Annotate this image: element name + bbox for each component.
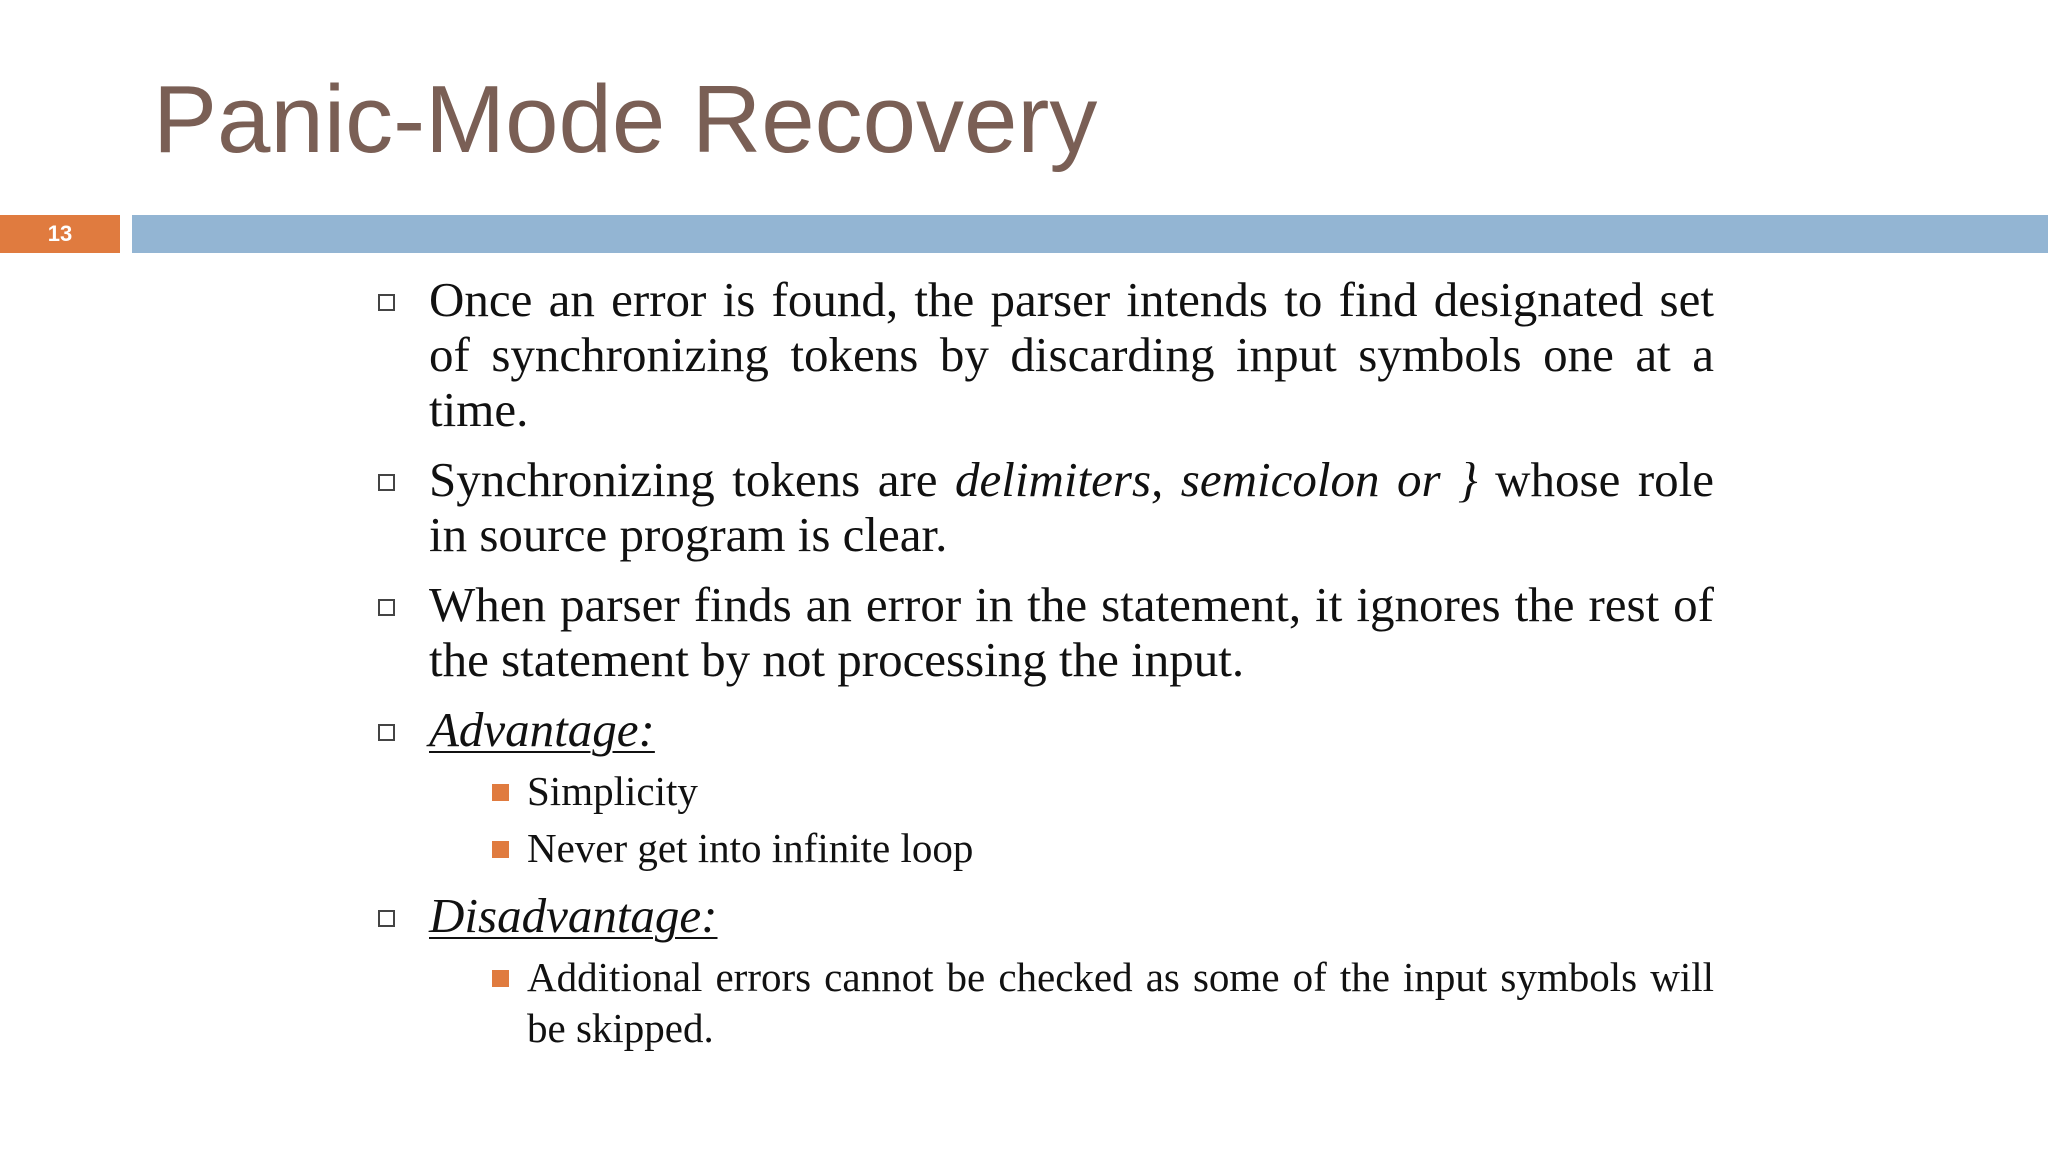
- disadvantage-heading: Disadvantage:: [429, 888, 718, 943]
- filled-square-icon: [492, 784, 509, 801]
- sub-bullet-item: [492, 823, 1714, 874]
- bullet-item-disadvantage: [370, 888, 1714, 943]
- hollow-square-icon: [378, 294, 395, 311]
- bullet-text-tail: whose role in source program is clear.: [429, 452, 1715, 562]
- sub-bullet-text: Simplicity: [527, 768, 698, 814]
- bullet-text: When parser finds an error in the statement, it ignores the rest of the statement by not processing the input.: [429, 577, 1714, 687]
- bullet-item: [370, 272, 1714, 437]
- page-number-badge: 13: [0, 215, 120, 253]
- hollow-square-icon: [378, 599, 395, 616]
- filled-square-icon: [492, 841, 509, 858]
- bullet-text: [429, 452, 1714, 562]
- hollow-square-icon: [378, 910, 395, 927]
- slide-title: Panic-Mode Recovery: [153, 66, 1098, 173]
- bullet-text-emphasis: delimiters, semicolon or }: [955, 452, 1478, 507]
- sub-bullet-item: [492, 952, 1714, 1054]
- bullet-text: Once an error is found, the parser intends to find designated set of synchronizing tokens by discarding input symbols one at a time.: [429, 272, 1714, 437]
- bullet-item-advantage: [370, 702, 1714, 757]
- bullet-item: [370, 577, 1714, 687]
- sub-bullet-text: Additional errors cannot be checked as some of the input symbols will be skipped.: [527, 954, 1714, 1051]
- advantage-heading: Advantage:: [429, 702, 655, 757]
- bullet-text-lead: Synchronizing tokens are: [429, 452, 956, 507]
- disadvantage-list: [370, 952, 1714, 1054]
- hollow-square-icon: [378, 474, 395, 491]
- sub-bullet-item: [492, 766, 1714, 817]
- advantage-list: [370, 766, 1714, 874]
- bullet-list: [370, 272, 1714, 1068]
- filled-square-icon: [492, 970, 509, 987]
- hollow-square-icon: [378, 724, 395, 741]
- header-rule-bar: [132, 215, 2048, 253]
- sub-bullet-text: Never get into infinite loop: [527, 825, 974, 871]
- bullet-item: [370, 452, 1714, 562]
